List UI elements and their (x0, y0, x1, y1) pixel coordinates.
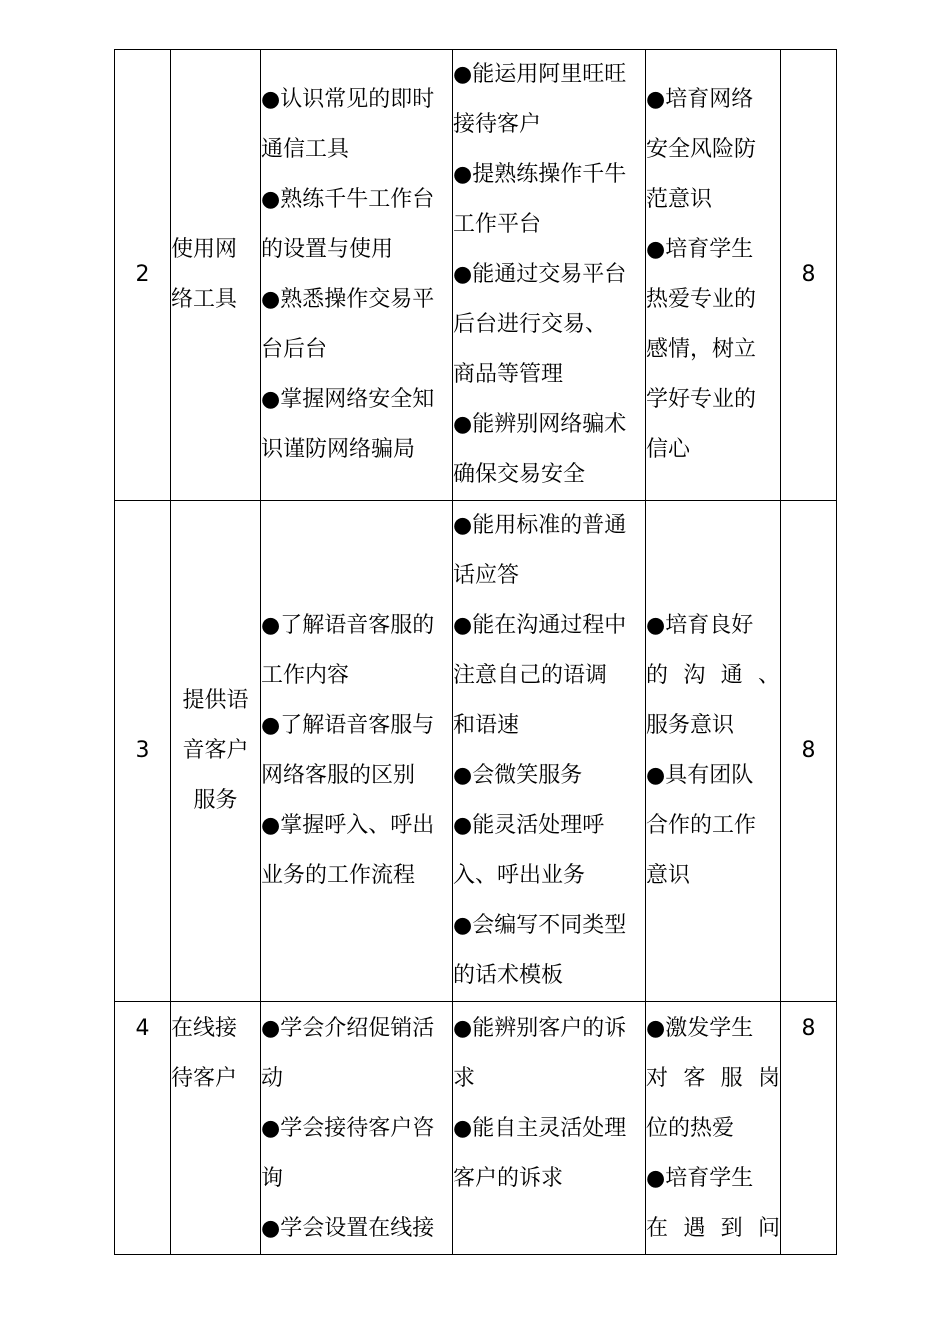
knowledge-cell (261, 1002, 453, 1255)
quality-line: 安全风险防 (646, 137, 757, 162)
table-row (115, 1002, 837, 1255)
quality-line: ●具有团队 (646, 763, 754, 788)
knowledge-cell (261, 501, 453, 1002)
quality-line: ●培育良好 (646, 613, 754, 638)
topic-line: 音客户 (182, 738, 249, 763)
skills-line: 后台进行交易、 (453, 312, 608, 337)
skills-line: ●提熟练操作千牛 (453, 162, 627, 187)
quality-line: 范意识 (646, 187, 713, 212)
quality-line: 热爱专业的 (646, 287, 757, 312)
topic-line: 使用网 (171, 237, 238, 262)
row-number: 4 (115, 1002, 171, 1255)
row-number: 3 (115, 501, 171, 1002)
knowledge-line: 业务的工作流程 (261, 863, 416, 888)
skills-cell (453, 501, 646, 1002)
quality-line: 信心 (646, 437, 691, 462)
skills-line: 的话术模板 (453, 963, 564, 988)
skills-line: ●能辨别网络骗术 (453, 412, 627, 437)
row-number: 2 (115, 50, 171, 501)
skills-line: ●能通过交易平台 (453, 262, 627, 287)
skills-line: 和语速 (453, 713, 520, 738)
quality-line: ●培育学生 (646, 1166, 754, 1191)
topic-line: 服务 (193, 788, 238, 813)
skills-line: 求 (453, 1066, 476, 1091)
topic-line: 提供语 (182, 688, 249, 713)
quality-cell (646, 1002, 781, 1255)
hours-cell: 8 (781, 50, 837, 501)
knowledge-line: 工作内容 (261, 663, 350, 688)
quality-line: ●培育网络 (646, 87, 754, 112)
skills-line: ●会编写不同类型 (453, 913, 627, 938)
knowledge-line: 动 (261, 1066, 284, 1091)
knowledge-line: 询 (261, 1166, 284, 1191)
skills-line: 入、呼出业务 (453, 863, 586, 888)
skills-line: 客户的诉求 (453, 1166, 564, 1191)
knowledge-line: ●学会接待客户咨 (261, 1116, 435, 1141)
knowledge-line: ●了解语音客服与 (261, 713, 435, 738)
knowledge-cell (261, 50, 453, 501)
quality-line: 在遇到问 (646, 1216, 780, 1241)
topic-cell (171, 50, 261, 501)
skills-line: ●能运用阿里旺旺 (453, 62, 627, 87)
skills-line: ●能辨别客户的诉 (453, 1016, 627, 1041)
skills-line: ●会微笑服务 (453, 763, 583, 788)
knowledge-line: ●学会设置在线接 (261, 1216, 435, 1241)
skills-line: 话应答 (453, 563, 520, 588)
knowledge-line: 识谨防网络骗局 (261, 437, 416, 462)
knowledge-line: ●熟悉操作交易平 (261, 287, 435, 312)
topic-cell (171, 1002, 261, 1255)
knowledge-line: ●认识常见的即时 (261, 87, 435, 112)
knowledge-line: ●学会介绍促销活 (261, 1016, 435, 1041)
topic-line: 络工具 (171, 287, 238, 312)
quality-line: 学好专业的 (646, 387, 757, 412)
skills-line: 确保交易安全 (453, 462, 586, 487)
topic-line: 在线接 (171, 1016, 238, 1041)
skills-line: ●能自主灵活处理 (453, 1116, 627, 1141)
quality-line: ●培育学生 (646, 237, 754, 262)
skills-cell (453, 1002, 646, 1255)
skills-cell (453, 50, 646, 501)
course-table (114, 49, 837, 1255)
skills-line: 注意自己的语调 (453, 663, 608, 688)
knowledge-line: 的设置与使用 (261, 237, 394, 262)
topic-cell (171, 501, 261, 1002)
table-row (115, 50, 837, 501)
quality-line: ●激发学生 (646, 1016, 754, 1041)
knowledge-line: ●掌握网络安全知 (261, 387, 435, 412)
knowledge-line: ●掌握呼入、呼出 (261, 813, 435, 838)
skills-line: 商品等管理 (453, 362, 564, 387)
knowledge-line: ●了解语音客服的 (261, 613, 435, 638)
knowledge-line: 台后台 (261, 337, 328, 362)
hours-cell: 8 (781, 1002, 837, 1255)
knowledge-line: 通信工具 (261, 137, 350, 162)
table-row (115, 501, 837, 1002)
quality-line: 感情，树立 (646, 337, 757, 362)
hours-cell: 8 (781, 501, 837, 1002)
quality-line: 服务意识 (646, 713, 735, 738)
quality-line: 位的热爱 (646, 1116, 735, 1141)
quality-line: 合作的工作 (646, 813, 757, 838)
skills-line: 工作平台 (453, 212, 542, 237)
skills-line: ●能用标准的普通 (453, 513, 627, 538)
quality-cell (646, 501, 781, 1002)
knowledge-line: 网络客服的区别 (261, 763, 416, 788)
skills-line: ●能灵活处理呼 (453, 813, 605, 838)
skills-line: ●能在沟通过程中 (453, 613, 627, 638)
skills-line: 接待客户 (453, 112, 542, 137)
knowledge-line: ●熟练千牛工作台 (261, 187, 435, 212)
quality-line: 的沟通、 (646, 663, 780, 688)
quality-line: 意识 (646, 863, 691, 888)
topic-line: 待客户 (171, 1066, 238, 1091)
quality-cell (646, 50, 781, 501)
quality-line: 对客服岗 (646, 1066, 780, 1091)
